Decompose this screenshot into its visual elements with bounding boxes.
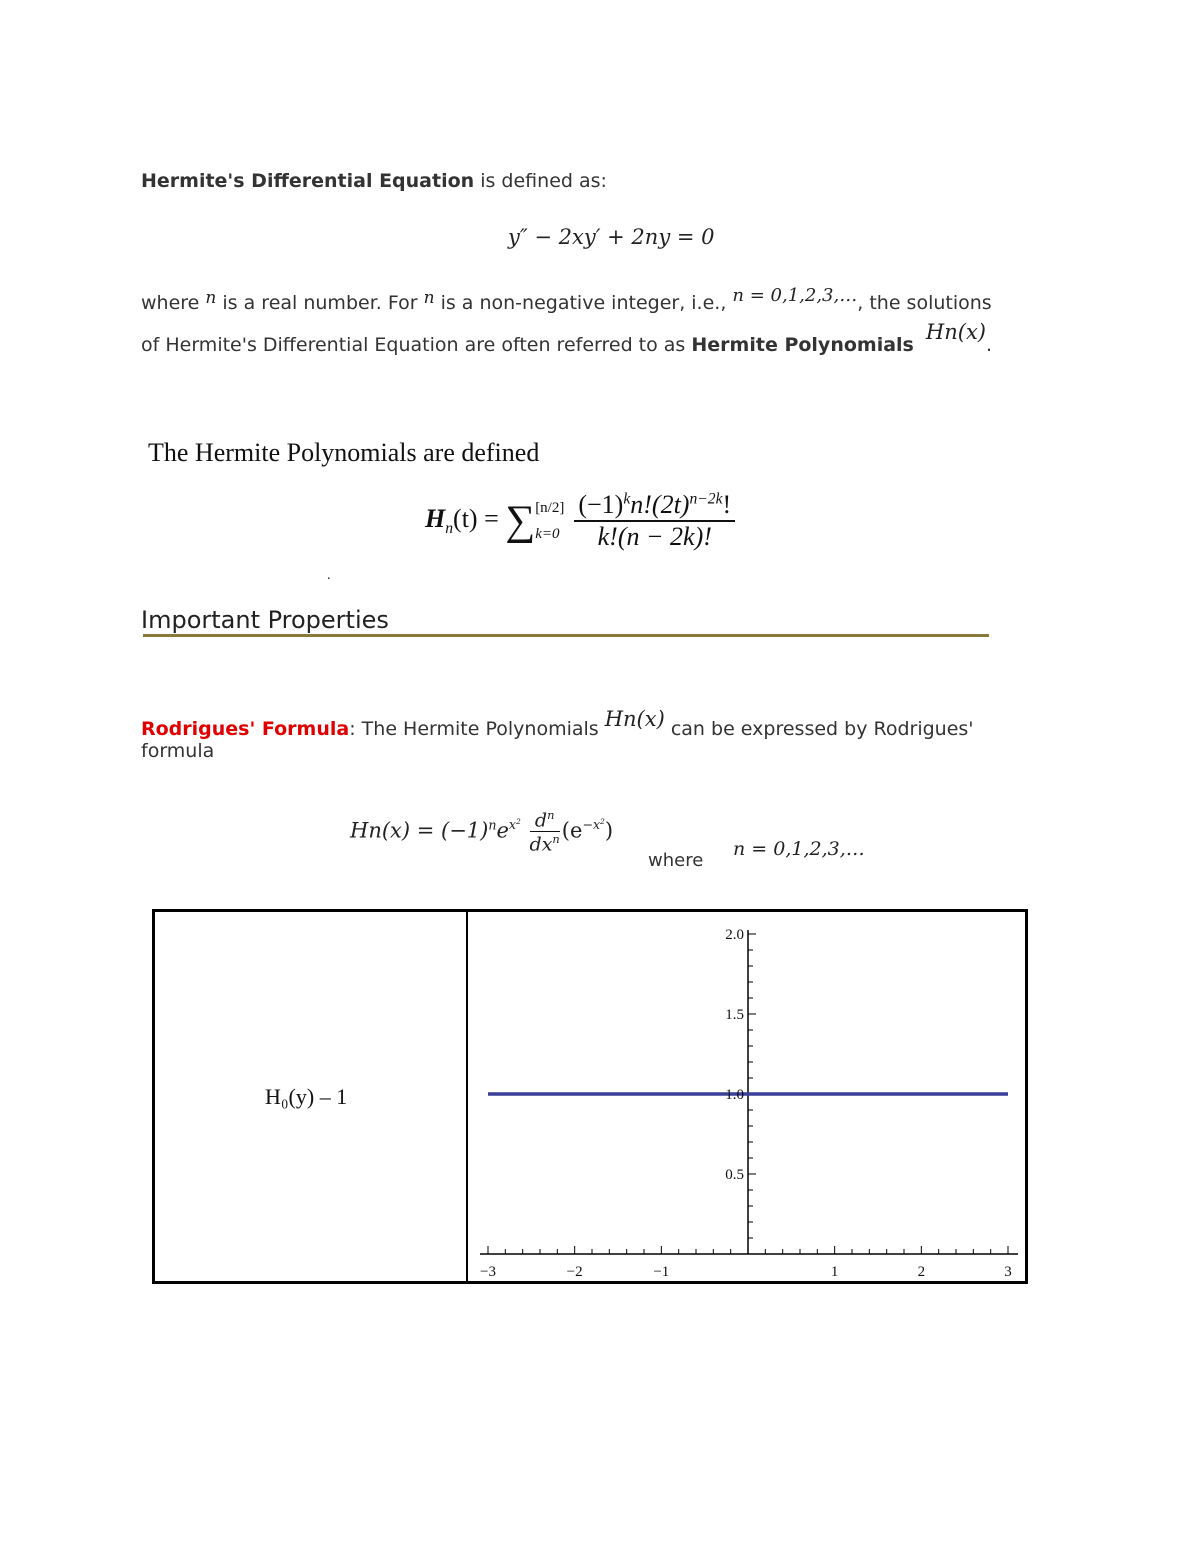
table-cell-label: H₀(y) – 1 bbox=[265, 1084, 348, 1109]
numerator-exp: n−2k bbox=[689, 490, 723, 508]
properties-rule bbox=[143, 634, 989, 637]
term-hermite-polynomials: Hermite Polynomials bbox=[691, 334, 914, 356]
x-tick-label: −2 bbox=[566, 1264, 583, 1280]
formula-lhs-sub: n bbox=[445, 520, 454, 538]
deriv-d: d bbox=[534, 809, 548, 832]
x-tick-label: −3 bbox=[480, 1264, 496, 1280]
period: . bbox=[985, 334, 993, 356]
sum-upper: [n/2] bbox=[535, 500, 565, 516]
hermite-equation: y″ − 2xy′ + 2ny = 0 bbox=[508, 225, 715, 249]
rodrigues-formula bbox=[350, 808, 613, 856]
x-tick-label: −1 bbox=[653, 1264, 670, 1280]
where-text: where bbox=[141, 292, 200, 314]
sum-lower: k=0 bbox=[535, 526, 560, 542]
hermite-sum-formula bbox=[425, 490, 735, 552]
numerator-end: ! bbox=[722, 490, 732, 519]
numerator-b: n!(2t) bbox=[630, 490, 690, 519]
rodrigues-paren-close: ) bbox=[604, 818, 614, 843]
rodrigues-e: e bbox=[496, 818, 509, 843]
intro-line bbox=[141, 170, 607, 192]
rodrigues-colon: : bbox=[349, 718, 356, 740]
numerator-a: (−1) bbox=[578, 490, 624, 519]
rodrigues-n-values: n = 0,1,2,3,… bbox=[733, 838, 865, 860]
rodrigues-where: where bbox=[648, 850, 704, 871]
derivative-fraction bbox=[530, 808, 560, 856]
rodrigues-neg-x: −x bbox=[582, 817, 601, 833]
rodrigues-label: Rodrigues' Formula bbox=[141, 718, 350, 740]
rodrigues-hn: Hn(x) bbox=[604, 707, 665, 731]
plot-layer bbox=[480, 927, 1018, 1280]
rodrigues-text-1: The Hermite Polynomials bbox=[361, 718, 599, 740]
referred-text: of Hermite's Differential Equation are often referred to as bbox=[141, 334, 686, 356]
rodrigues-line-1 bbox=[141, 707, 974, 740]
deriv-dx-exp: n bbox=[552, 832, 560, 847]
rodrigues-exp-n: n bbox=[488, 817, 497, 833]
y-tick-label: 2.0 bbox=[725, 927, 744, 943]
numerator-k: k bbox=[623, 490, 631, 508]
stray-dot: . bbox=[327, 568, 331, 583]
formula-lhs-arg: (t) = bbox=[453, 503, 499, 533]
x-tick-label: 3 bbox=[1004, 1264, 1012, 1280]
rodrigues-paren: (e bbox=[561, 818, 583, 843]
hn-symbol: Hn(x) bbox=[925, 320, 986, 344]
rodrigues-neg-x-exp: 2 bbox=[600, 817, 605, 827]
nonneg-text: is a non-negative integer, i.e., bbox=[440, 292, 727, 314]
rodrigues-lhs: Hn(x) = (−1) bbox=[350, 818, 489, 843]
rodrigues-text-2: can be expressed by Rodrigues' bbox=[670, 718, 974, 740]
real-number-text: is a real number. For bbox=[222, 292, 418, 314]
y-tick-label: 1.5 bbox=[725, 1007, 744, 1023]
intro-after-term: is defined as: bbox=[474, 170, 607, 192]
polynomial-table bbox=[152, 909, 1028, 1284]
definition-heading: The Hermite Polynomials are defined bbox=[148, 438, 540, 467]
y-tick-label: 0.5 bbox=[725, 1167, 744, 1183]
properties-heading: Important Properties bbox=[141, 606, 389, 634]
x-tick-label: 1 bbox=[830, 1264, 839, 1280]
solutions-text: , the solutions bbox=[857, 292, 992, 314]
n-values: n = 0,1,2,3,… bbox=[732, 285, 858, 306]
rodrigues-text-3: formula bbox=[141, 740, 215, 762]
n-symbol-2: n bbox=[423, 288, 435, 308]
denominator: k!(n − 2k)! bbox=[597, 522, 712, 551]
rodrigues-x: x bbox=[508, 817, 517, 833]
intro-line-3 bbox=[141, 320, 993, 356]
formula-lhs: H bbox=[425, 503, 446, 533]
hermite-plot bbox=[468, 912, 1025, 1281]
term-hermite-equation: Hermite's Differential Equation bbox=[141, 170, 475, 192]
intro-line-2 bbox=[141, 285, 992, 314]
x-tick-label: 2 bbox=[917, 1264, 926, 1280]
sum-symbol: ∑ bbox=[505, 498, 536, 544]
n-symbol: n bbox=[205, 288, 217, 308]
rodrigues-x-exp: 2 bbox=[516, 817, 521, 827]
deriv-dx: dx bbox=[529, 833, 553, 856]
y-tick-label: 1.0 bbox=[725, 1087, 744, 1103]
deriv-d-exp: n bbox=[547, 808, 555, 822]
sum-fraction bbox=[574, 490, 735, 552]
